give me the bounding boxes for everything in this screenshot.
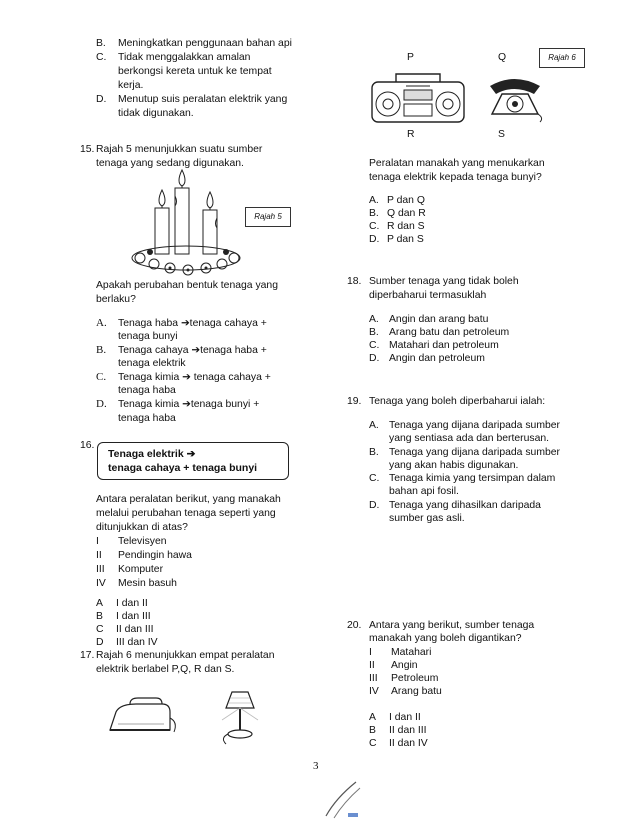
q19-option-key: A. xyxy=(369,420,379,431)
q18-option-key: C. xyxy=(369,340,380,351)
q16-option-key: D xyxy=(96,637,104,648)
q19-option-b-line: yang akan habis digunakan. xyxy=(389,460,519,471)
q17-stem-line: elektrik berlabel P,Q, R dan S. xyxy=(96,664,235,675)
q15-stem-line: Rajah 5 menunjukkan suatu sumber xyxy=(96,144,263,155)
q17-option-key: A. xyxy=(369,195,379,206)
q17-question-line: tenaga elektrik kepada tenaga bunyi? xyxy=(369,172,542,183)
iron-icon xyxy=(106,698,176,738)
q19-option-d-line: sumber gas asli. xyxy=(389,513,465,524)
q19-option-c-line: bahan api fosil. xyxy=(389,486,459,497)
q19-option-c-line: Tenaga kimia yang tersimpan dalam xyxy=(389,473,556,484)
q15-option-b-line: tenaga elektrik xyxy=(118,358,186,369)
label-s: S xyxy=(498,129,505,140)
q16-option-text: II dan III xyxy=(116,624,154,635)
q14-option-b: B. xyxy=(96,38,106,49)
energy-change-line: Tenaga elektrik ➔ xyxy=(108,448,196,460)
q20-option-key: B xyxy=(369,725,376,736)
q14-option-c-line: kerja. xyxy=(118,80,144,91)
q20-item-key: IV xyxy=(369,686,379,697)
energy-change-line: tenaga cahaya + tenaga bunyi xyxy=(108,462,258,474)
q16-stem-line: ditunjukkan di atas? xyxy=(96,522,188,533)
q15-option-key: C. xyxy=(96,371,107,383)
q17-stem-line: Rajah 6 menunjukkan empat peralatan xyxy=(96,650,275,661)
q19-option-key: B. xyxy=(369,447,379,458)
q20-option-key: C xyxy=(369,738,377,749)
q17-option-text: Q dan R xyxy=(387,208,426,219)
q18-stem-line: Sumber tenaga yang tidak boleh xyxy=(369,276,519,287)
q20-item-key: II xyxy=(369,660,375,671)
q18-option-text: Matahari dan petroleum xyxy=(389,340,499,351)
q19-number: 19. xyxy=(347,396,362,407)
q15-question-line: Apakah perubahan bentuk tenaga yang xyxy=(96,280,278,291)
q14-option-d-line: tidak digunakan. xyxy=(118,108,194,119)
q19-option-d-line: Tenaga yang dihasilkan daripada xyxy=(389,500,541,511)
q20-number: 20. xyxy=(347,620,362,631)
q17-option-key: D. xyxy=(369,234,380,245)
q16-item-text: Televisyen xyxy=(118,536,167,547)
lamp-icon xyxy=(218,690,268,746)
q16-item-key: I xyxy=(96,536,99,547)
q17-option-key: B. xyxy=(369,208,379,219)
q16-item-key: II xyxy=(96,550,102,561)
q18-option-text: Angin dan petroleum xyxy=(389,353,485,364)
q15-question-line: berlaku? xyxy=(96,294,136,305)
q18-option-key: B. xyxy=(369,327,379,338)
q20-option-key: A xyxy=(369,712,376,723)
q14-option-c-line: berkongsi kereta untuk ke tempat xyxy=(118,66,272,77)
q19-option-b-line: Tenaga yang dijana daripada sumber xyxy=(389,447,560,458)
q16-option-key: B xyxy=(96,611,103,622)
q19-option-a-line: yang sentiasa ada dan berterusan. xyxy=(389,433,550,444)
q16-stem-line: Antara peralatan berikut, yang manakah xyxy=(96,494,281,505)
q15-option-a-line: Tenaga haba ➔tenaga cahaya + xyxy=(118,318,267,329)
q19-option-a-line: Tenaga yang dijana daripada sumber xyxy=(389,420,560,431)
q16-option-key: C xyxy=(96,624,104,635)
q14-option-c: C. xyxy=(96,52,107,63)
q15-option-a-line: tenaga bunyi xyxy=(118,331,178,342)
q15-stem-line: tenaga yang sedang digunakan. xyxy=(96,158,244,169)
label-q: Q xyxy=(498,52,507,63)
q16-option-text: I dan III xyxy=(116,611,151,622)
q15-option-key: D. xyxy=(96,398,107,410)
q19-stem: Tenaga yang boleh diperbaharui ialah: xyxy=(369,396,546,407)
q17-option-key: C. xyxy=(369,221,380,232)
q14-option-c-line: Tidak menggalakkan amalan xyxy=(118,52,251,63)
label-p: P xyxy=(407,52,414,63)
rajah-5-label: Rajah 5 xyxy=(245,207,291,227)
q20-item-text: Angin xyxy=(391,660,418,671)
q20-option-text: I dan II xyxy=(389,712,421,723)
q15-option-b-line: Tenaga cahaya ➔tenaga haba + xyxy=(118,345,267,356)
q16-item-text: Pendingin hawa xyxy=(118,550,192,561)
radio-icon xyxy=(368,70,468,126)
q16-option-key: A xyxy=(96,598,103,609)
q15-option-key: B. xyxy=(96,344,107,356)
candles-figure xyxy=(130,166,250,276)
q16-item-text: Komputer xyxy=(118,564,164,575)
q17-question-line: Peralatan manakah yang menukarkan xyxy=(369,158,545,169)
q16-option-text: III dan IV xyxy=(116,637,158,648)
q20-item-text: Matahari xyxy=(391,647,432,658)
page-number: 3 xyxy=(313,760,319,772)
q20-option-text: II dan IV xyxy=(389,738,428,749)
q16-stem-line: melalui perubahan tenaga seperti yang xyxy=(96,508,276,519)
decorative-swoosh-icon xyxy=(322,780,362,820)
q16-item-text: Mesin basuh xyxy=(118,578,177,589)
q16-item-key: III xyxy=(96,564,105,575)
q18-option-key: A. xyxy=(369,314,379,325)
q17-number: 17. xyxy=(80,650,95,661)
q17-option-text: R dan S xyxy=(387,221,425,232)
q15-option-c-line: Tenaga kimia ➔ tenaga cahaya + xyxy=(118,372,271,383)
q19-option-key: C. xyxy=(369,473,380,484)
q15-option-c-line: tenaga haba xyxy=(118,385,176,396)
q20-item-text: Petroleum xyxy=(391,673,439,684)
q18-stem-line: diperbaharui termasuklah xyxy=(369,290,487,301)
q17-option-text: P dan Q xyxy=(387,195,425,206)
energy-change-box xyxy=(97,442,289,480)
q15-number: 15. xyxy=(80,144,95,155)
q16-number: 16. xyxy=(80,440,95,451)
telephone-icon xyxy=(484,72,544,122)
q20-option-text: II dan III xyxy=(389,725,427,736)
q14-option-b-text: Meningkatkan penggunaan bahan api xyxy=(118,38,292,49)
q20-item-key: I xyxy=(369,647,372,658)
q18-option-key: D. xyxy=(369,353,380,364)
q14-option-d: D. xyxy=(96,94,107,105)
q19-option-key: D. xyxy=(369,500,380,511)
label-r: R xyxy=(407,129,415,140)
q20-item-text: Arang batu xyxy=(391,686,442,697)
q20-item-key: III xyxy=(369,673,378,684)
q18-number: 18. xyxy=(347,276,362,287)
rajah-6-label: Rajah 6 xyxy=(539,48,585,68)
q18-option-text: Arang batu dan petroleum xyxy=(389,327,510,338)
q18-option-text: Angin dan arang batu xyxy=(389,314,489,325)
q15-option-d-line: tenaga haba xyxy=(118,413,176,424)
q20-stem-line: Antara yang berikut, sumber tenaga xyxy=(369,620,535,631)
q15-option-d-line: Tenaga kimia ➔tenaga bunyi + xyxy=(118,399,260,410)
q16-item-key: IV xyxy=(96,578,106,589)
q14-option-d-line: Menutup suis peralatan elektrik yang xyxy=(118,94,288,105)
q20-stem-line: manakah yang boleh digantikan? xyxy=(369,633,522,644)
q16-option-text: I dan II xyxy=(116,598,148,609)
q15-option-key: A. xyxy=(96,317,107,329)
q17-option-text: P dan S xyxy=(387,234,424,245)
